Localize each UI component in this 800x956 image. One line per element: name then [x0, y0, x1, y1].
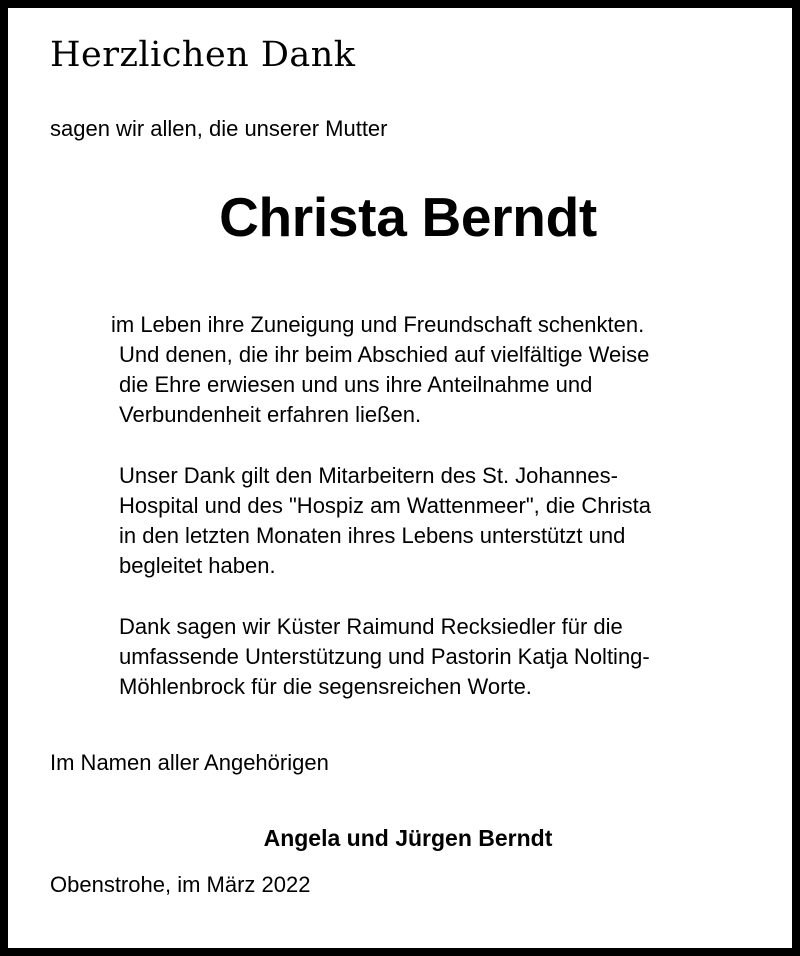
paragraph-2 [111, 461, 731, 581]
paragraph-1-line-2: Und denen, die ihr beim Abschied auf vielfältige Weise [119, 342, 650, 367]
paragraph-3 [111, 612, 731, 702]
paragraph-1-line-1: im Leben ihre Zuneigung und Freundschaft schenkten. [111, 312, 645, 337]
intro-text: sagen wir allen, die unserer Mutter [50, 116, 388, 141]
thanks-body [111, 310, 731, 702]
notice-heading: Herzlichen Dank [50, 35, 356, 75]
paragraph-spacer [111, 430, 731, 461]
place-date: Obenstrohe, im März 2022 [50, 872, 311, 897]
closing-text: Im Namen aller Angehörigen [50, 750, 329, 775]
paragraph-1 [111, 310, 731, 430]
paragraph-2-line-2: Hospital und des "Hospiz am Wattenmeer", die Christa [119, 493, 652, 518]
paragraph-3-line-1: Dank sagen wir Küster Raimund Recksiedler für die [119, 614, 623, 639]
paragraph-3-line-2: umfassende Unterstützung und Pastorin Katja Nolting- [119, 644, 650, 669]
paragraph-2-line-4: begleitet haben. [119, 553, 276, 578]
paragraph-2-line-3: in den letzten Monaten ihres Lebens unterstützt und [119, 523, 626, 548]
deceased-name: Christa Berndt [219, 186, 597, 248]
signers-names: Angela und Jürgen Berndt [263, 825, 553, 851]
paragraph-spacer [111, 581, 731, 612]
paragraph-1-line-3: die Ehre erwiesen und uns ihre Anteilnahme und [119, 372, 593, 397]
paragraph-2-line-1: Unser Dank gilt den Mitarbeitern des St. Johannes- [119, 463, 618, 488]
paragraph-1-line-4: Verbundenheit erfahren ließen. [119, 402, 422, 427]
paragraph-3-line-3: Möhlenbrock für die segensreichen Worte. [119, 674, 532, 699]
